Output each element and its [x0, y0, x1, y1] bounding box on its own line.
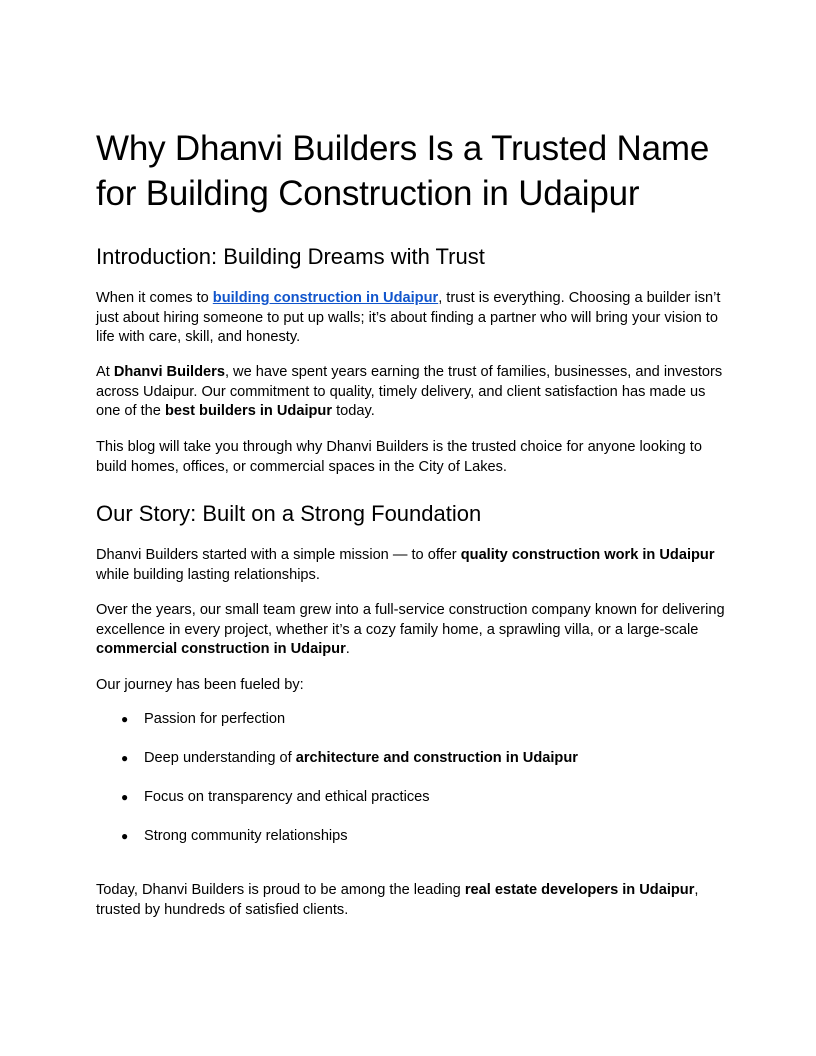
story-paragraph-4: [96, 881, 726, 920]
text-run: , trust is everything. Choosing a builder isn’t just about hiring someone to put up walls; it’s about finding a partner who will bring your vision to life with care, skill, and honesty.: [96, 290, 721, 345]
bold-text: architecture and construction in Udaipur: [295, 750, 578, 766]
bold-text: commercial construction in Udaipur: [96, 641, 346, 657]
bold-text: best builders in Udaipur: [164, 403, 333, 419]
text-run: At: [96, 364, 114, 380]
text-run: , trusted by hundreds of satisfied clients.: [96, 882, 699, 918]
text-run: Focus on transparency and ethical practices: [144, 789, 430, 805]
bold-text: real estate developers in Udaipur: [464, 882, 695, 898]
story-paragraph-2: [96, 601, 726, 660]
intro-paragraph-1: [96, 289, 726, 348]
list-item: [96, 827, 726, 866]
text-run: Dhanvi Builders started with a simple mission — to offer: [96, 547, 461, 563]
list-item: [96, 749, 726, 788]
bullet-icon: ●: [121, 712, 129, 726]
section-heading-our-story: Our Story: Built on a Strong Foundation: [96, 501, 482, 526]
text-run: Over the years, our small team grew into a full-service construction company known for delivering excellence in every project, whether it’s a cozy family home, a sprawling villa, or a large-scale: [96, 602, 725, 638]
list-item: [96, 788, 726, 827]
bold-text: Dhanvi Builders: [113, 364, 225, 380]
intro-paragraph-2: [96, 363, 726, 422]
intro-paragraph-3: This blog will take you through why Dhanvi Builders is the trusted choice for anyone looking to build homes, offices, or commercial spaces in the City of Lakes.: [96, 439, 702, 475]
building-construction-link[interactable]: building construction in Udaipur: [212, 290, 439, 306]
text-run: .: [345, 641, 350, 657]
list-item: [96, 710, 726, 749]
text-run: today.: [332, 403, 375, 419]
section-heading-introduction: Introduction: Building Dreams with Trust: [96, 244, 485, 269]
journey-list: [96, 710, 726, 866]
text-run: Passion for perfection: [144, 711, 286, 727]
text-run: while building lasting relationships.: [96, 566, 320, 583]
bullet-icon: ●: [121, 790, 129, 804]
text-run: , we have spent years earning the trust of families, businesses, and investors across Udaipur. Our commitment to quality, timely delivery, and client satisfaction has made us one of the: [96, 364, 723, 419]
bullet-icon: ●: [121, 829, 129, 843]
page-title: Why Dhanvi Builders Is a Trusted Name for Building Construction in Udaipur: [96, 129, 710, 213]
bullet-icon: ●: [121, 751, 129, 765]
story-paragraph-3: Our journey has been fueled by:: [96, 677, 304, 693]
text-run: Strong community relationships: [144, 828, 348, 844]
story-paragraph-1: [96, 546, 726, 585]
text-run: Today, Dhanvi Builders is proud to be among the leading: [96, 882, 465, 898]
text-run: Deep understanding of: [144, 750, 296, 766]
bold-text: quality construction work in Udaipur: [460, 547, 715, 563]
text-run: When it comes to: [96, 290, 213, 306]
